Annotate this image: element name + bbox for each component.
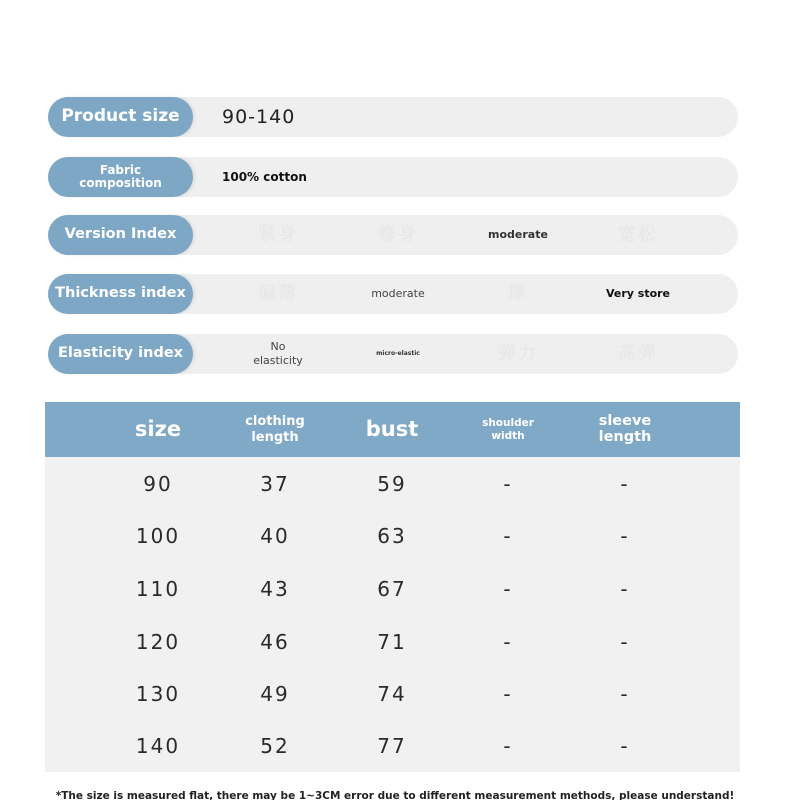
cell-shoulder-width: - bbox=[503, 630, 513, 654]
cell-shoulder-width: - bbox=[503, 682, 513, 706]
cell-size: 120 bbox=[135, 630, 181, 654]
header-sleeve-length bbox=[565, 402, 685, 457]
cell-clothing-length: 49 bbox=[260, 682, 290, 706]
cell-size: 90 bbox=[143, 472, 173, 496]
table-row bbox=[45, 510, 740, 562]
cell-size: 130 bbox=[135, 682, 181, 706]
cell-shoulder-width: - bbox=[503, 472, 513, 496]
elasticity-index-label: Elasticity index bbox=[48, 334, 193, 374]
cell-shoulder-width: - bbox=[503, 577, 513, 601]
size-table bbox=[45, 402, 740, 772]
cell-clothing-length: 43 bbox=[260, 577, 290, 601]
cell-shoulder-width: - bbox=[503, 734, 513, 758]
cell-bust: 67 bbox=[377, 577, 407, 601]
fabric-label-line2: composition bbox=[79, 176, 162, 190]
cell-bust: 59 bbox=[377, 472, 407, 496]
version-option-tight: 紧身 bbox=[258, 223, 298, 245]
header-sleeve-length-line2: length bbox=[598, 428, 652, 445]
size-table-header bbox=[45, 402, 740, 457]
cell-bust: 77 bbox=[377, 734, 407, 758]
elasticity-none-line1: No bbox=[270, 340, 286, 354]
header-clothing-length bbox=[215, 402, 335, 457]
thickness-index-label: Thickness index bbox=[48, 274, 193, 314]
cell-clothing-length: 37 bbox=[260, 472, 290, 496]
header-sleeve-length-line1: sleeve bbox=[598, 412, 652, 429]
header-shoulder-width-line2: width bbox=[491, 429, 525, 442]
thickness-option-thick: 厚 bbox=[508, 282, 528, 304]
cell-clothing-length: 46 bbox=[260, 630, 290, 654]
version-index-label: Version Index bbox=[48, 215, 193, 255]
cell-size: 140 bbox=[135, 734, 181, 758]
fabric-value: 100% cotton bbox=[222, 170, 307, 184]
cell-bust: 71 bbox=[377, 630, 407, 654]
fabric-label-line1: Fabric bbox=[99, 163, 142, 178]
thickness-option-thin: 偏薄 bbox=[258, 282, 298, 304]
cell-shoulder-width: - bbox=[503, 524, 513, 548]
elasticity-option-micro: micro-elastic bbox=[376, 350, 420, 358]
measurement-footnote: *The size is measured flat, there may be 1~3CM error due to different measurement methods, please understand! bbox=[55, 790, 735, 800]
header-clothing-length-line2: length bbox=[251, 429, 299, 445]
header-shoulder-width-line1: shoulder bbox=[482, 416, 534, 429]
thickness-option-moderate: moderate bbox=[371, 287, 425, 301]
header-size: size bbox=[134, 416, 182, 441]
cell-sleeve-length: - bbox=[620, 472, 630, 496]
cell-sleeve-length: - bbox=[620, 577, 630, 601]
table-row bbox=[45, 563, 740, 615]
table-row bbox=[45, 458, 740, 510]
header-shoulder-width bbox=[448, 402, 568, 457]
cell-sleeve-length: - bbox=[620, 734, 630, 758]
cell-sleeve-length: - bbox=[620, 630, 630, 654]
cell-bust: 63 bbox=[377, 524, 407, 548]
product-size-row bbox=[48, 97, 738, 137]
product-size-label: Product size bbox=[48, 97, 193, 137]
header-bust: bust bbox=[365, 416, 419, 441]
elasticity-option-none bbox=[218, 334, 338, 374]
cell-size: 100 bbox=[135, 524, 181, 548]
fabric-row bbox=[48, 157, 738, 197]
cell-bust: 74 bbox=[377, 682, 407, 706]
cell-clothing-length: 40 bbox=[260, 524, 290, 548]
cell-clothing-length: 52 bbox=[260, 734, 290, 758]
table-row bbox=[45, 668, 740, 720]
thickness-option-very-store: Very store bbox=[605, 287, 671, 301]
product-size-value: 90-140 bbox=[222, 106, 296, 128]
version-option-slim: 修身 bbox=[378, 223, 418, 245]
version-option-moderate: moderate bbox=[488, 228, 548, 242]
header-clothing-length-line1: clothing bbox=[245, 413, 305, 429]
elasticity-option-elastic: 弹力 bbox=[498, 342, 538, 364]
cell-sleeve-length: - bbox=[620, 682, 630, 706]
version-option-loose: 宽松 bbox=[618, 223, 658, 245]
table-row bbox=[45, 616, 740, 668]
fabric-label bbox=[48, 157, 193, 197]
elasticity-option-high: 高弹 bbox=[618, 342, 658, 364]
cell-size: 110 bbox=[135, 577, 181, 601]
cell-sleeve-length: - bbox=[620, 524, 630, 548]
elasticity-none-line2: elasticity bbox=[253, 354, 303, 367]
version-index-row bbox=[48, 215, 738, 255]
thickness-index-row bbox=[48, 274, 738, 314]
elasticity-index-row bbox=[48, 334, 738, 374]
table-row bbox=[45, 720, 740, 772]
